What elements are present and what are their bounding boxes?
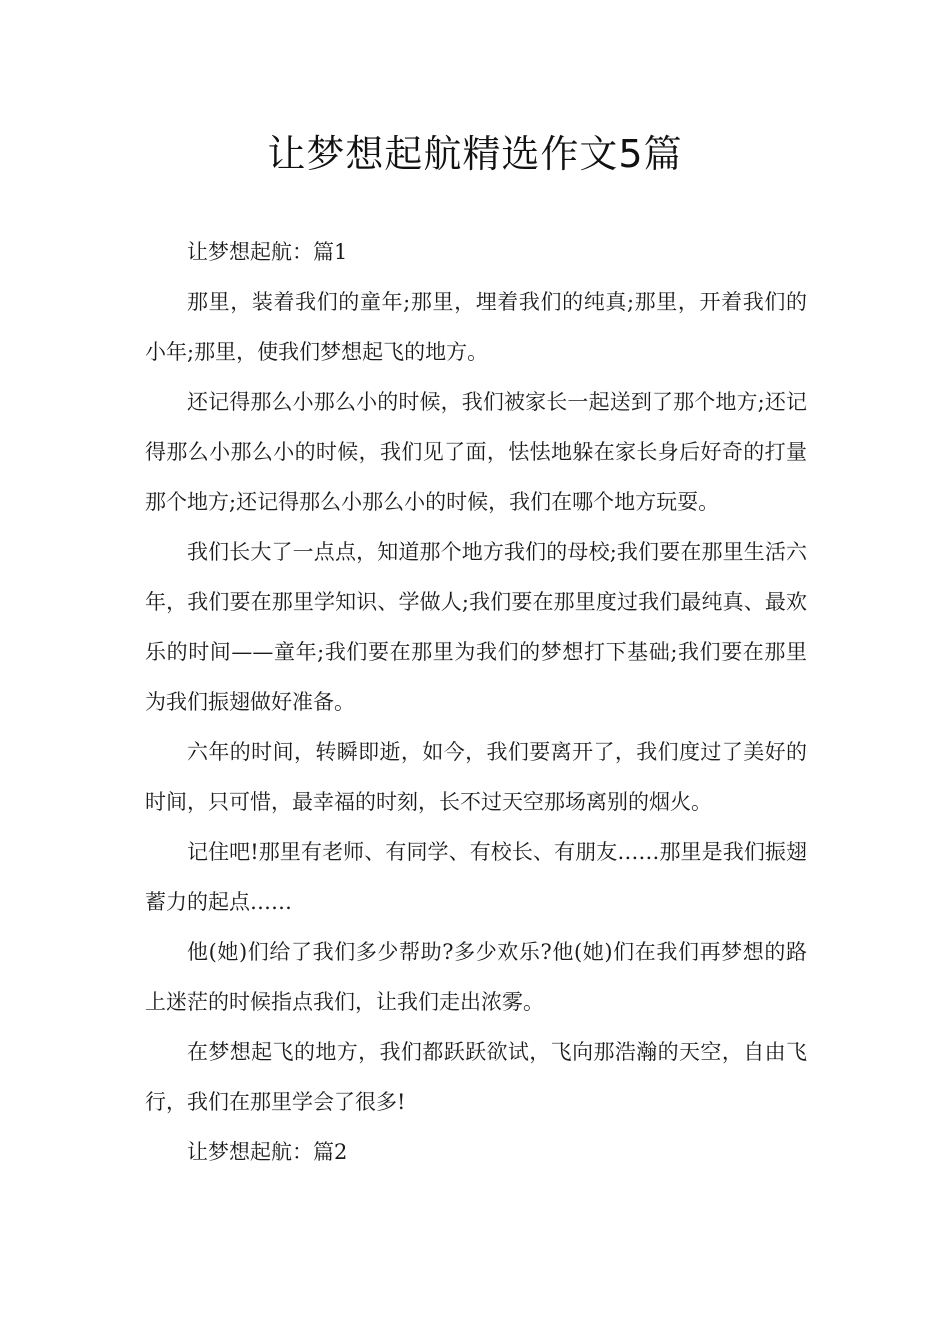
paragraph: 记住吧!那里有老师、有同学、有校长、有朋友……那里是我们振翅蓄力的起点…… — [145, 840, 807, 914]
paragraph: 在梦想起飞的地方，我们都跃跃欲试，飞向那浩瀚的天空，自由飞行，我们在那里学会了很多! — [145, 1040, 807, 1114]
paragraph: 那里，装着我们的童年;那里，埋着我们的纯真;那里，开着我们的小年;那里，使我们梦想起飞的地方。 — [145, 290, 807, 364]
section-heading: 让梦想起航：篇2 — [187, 1140, 348, 1164]
paragraph: 还记得那么小那么小的时候，我们被家长一起送到了那个地方;还记得那么小那么小的时候，我们见了面，怯怯地躲在家长身后好奇的打量那个地方;还记得那么小那么小的时候，我们在哪个地方玩耍。 — [145, 390, 807, 514]
document-body — [145, 227, 807, 1177]
section-heading: 让梦想起航：篇1 — [187, 240, 348, 264]
paragraph: 六年的时间，转瞬即逝，如今，我们要离开了，我们度过了美好的时间，只可惜，最幸福的时刻，长不过天空那场离别的烟火。 — [145, 740, 807, 814]
document-title: 让梦想起航精选作文5篇 — [267, 132, 683, 176]
paragraph: 我们长大了一点点，知道那个地方我们的母校;我们要在那里生活六年，我们要在那里学知识、学做人;我们要在那里度过我们最纯真、最欢乐的时间——童年;我们要在那里为我们的梦想打下基础;我们要在那里为我们振翅做好准备。 — [145, 540, 807, 714]
paragraph: 他(她)们给了我们多少帮助?多少欢乐?他(她)们在我们再梦想的路上迷茫的时候指点我们，让我们走出浓雾。 — [145, 940, 807, 1014]
